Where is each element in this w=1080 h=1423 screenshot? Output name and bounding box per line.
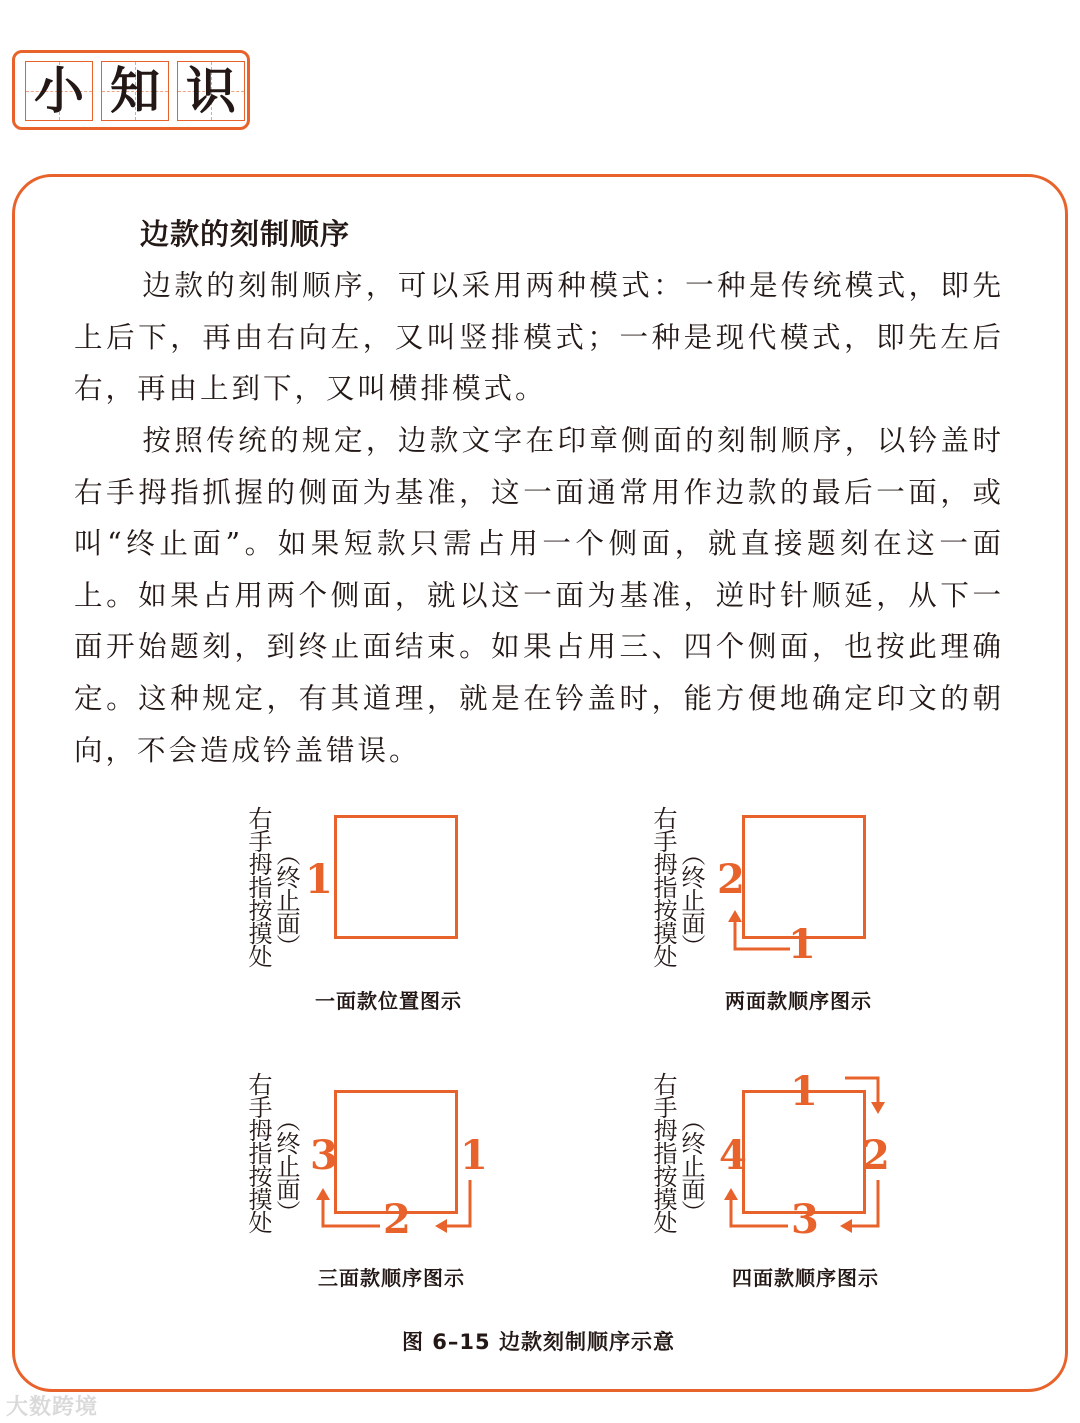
diagram-label-three: 三面款顺序图示 [318,1266,465,1290]
seal-side-box [334,815,458,939]
side-label-stop: （终止面） [677,842,705,957]
watermark: 大数跨境 [6,1395,99,1420]
side-label-thumb: 右手拇指按摸处 [244,806,272,967]
order-number: 1 [460,1132,488,1179]
order-number: 1 [305,856,333,903]
side-label-stop: （终止面） [272,1108,300,1223]
order-number: 3 [791,1196,819,1243]
order-arrow-icon [0,0,1,1]
order-number: 1 [788,921,816,968]
side-label-stop: （终止面） [677,1108,705,1223]
tag-char-1: 小 [25,61,93,121]
order-number: 2 [383,1196,411,1243]
order-number: 3 [310,1132,338,1179]
order-number: 4 [719,1132,747,1179]
side-label-stop: （终止面） [272,842,300,957]
tag-char-2: 知 [101,61,169,121]
figure-caption: 图 6–15 边款刻制顺序示意 [402,1330,675,1354]
diagram-label-one: 一面款位置图示 [315,989,462,1013]
diagram-label-four: 四面款顺序图示 [732,1266,879,1290]
order-number: 1 [790,1068,818,1115]
side-label-thumb: 右手拇指按摸处 [649,806,677,967]
tag-char-3: 识 [177,61,245,121]
order-number: 2 [862,1132,890,1179]
diagram-label-two: 两面款顺序图示 [725,989,872,1013]
order-number: 2 [717,856,745,903]
side-label-thumb: 右手拇指按摸处 [649,1072,677,1233]
section-heading: 边款的刻制顺序 [140,217,351,251]
section-tag [12,50,250,130]
paragraph-1: 边款的刻制顺序，可以采用两种模式：一种是传统模式，即先上后下，再由右向左，又叫竖排模式；一种是现代模式，即先左后右，再由上到下，又叫横排模式。 [74,269,1004,406]
side-label-thumb: 右手拇指按摸处 [244,1072,272,1233]
paragraph-2: 按照传统的规定，边款文字在印章侧面的刻制顺序，以钤盖时右手拇指抓握的侧面为基准，这一面通常用作边款的最后一面，或叫“终止面”。如果短款只需占用一个侧面，就直接题刻在这一面上。如果占用两个侧面，就以这一面为基准，逆时针顺延，从下一面开始题刻，到终止面结束。如果占用三、四个侧面，也按此理确定。这种规定，有其道理，就是在钤盖时，能方便地确定印文的朝向，不会造成钤盖错误。 [74,424,1004,767]
